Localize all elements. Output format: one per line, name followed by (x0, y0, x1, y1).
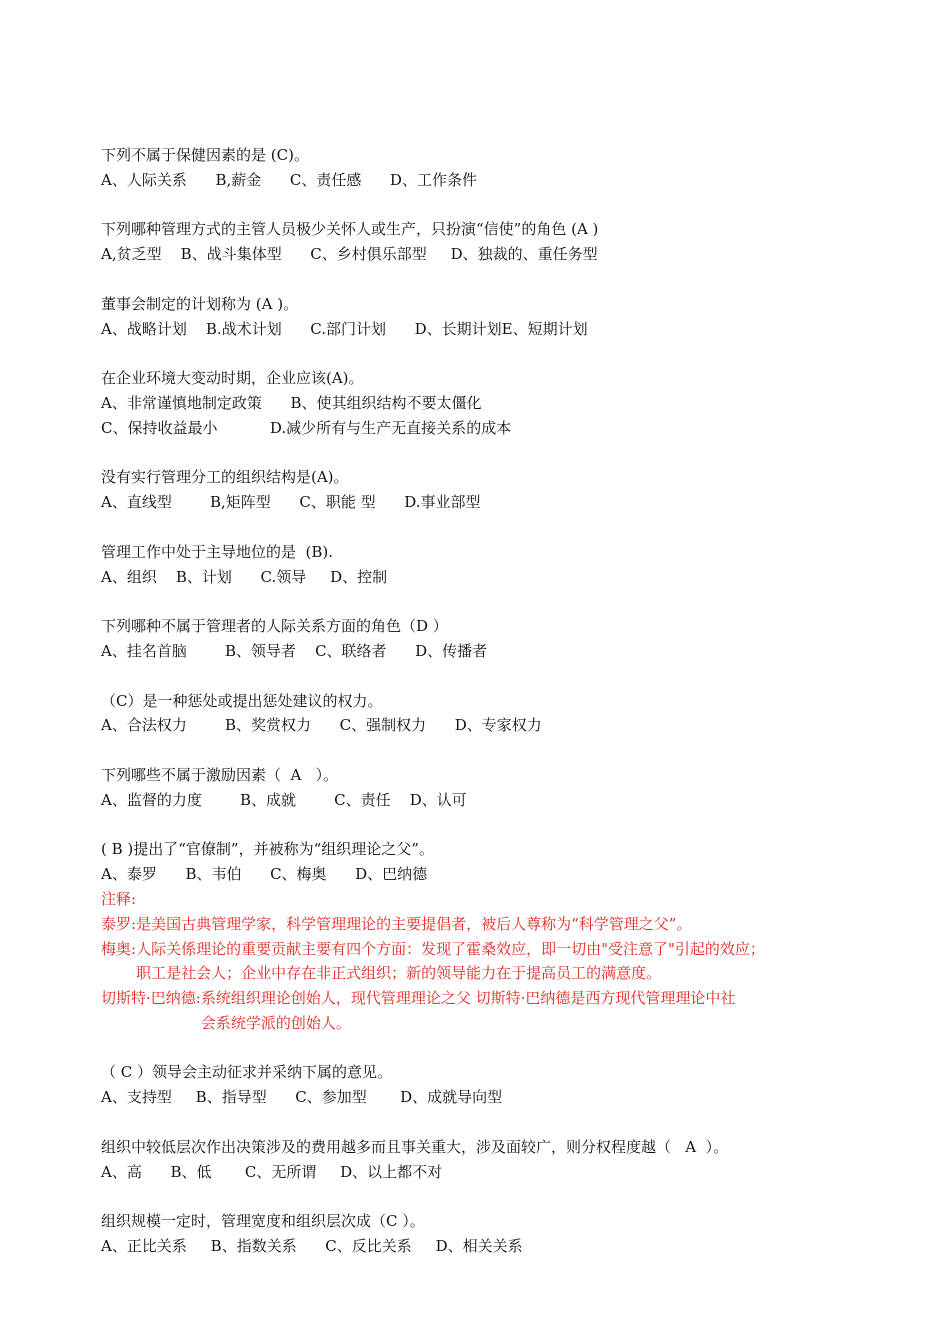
question-options: A、人际关系 B,薪金 C、责任感 D、工作条件 (101, 170, 477, 189)
question (101, 1135, 881, 1185)
question-options: A、高 B、低 C、无所谓 D、以上都不对 (101, 1162, 443, 1181)
note-term: 切斯特·巴纳德: (101, 989, 201, 1008)
note-line: 是美国古典管理学家，科学管理理论的主要提倡者，被后人尊称为“科学管理之父”。 (136, 914, 692, 933)
question-stem: （ C ）领导会主动征求并采纳下属的意见。 (101, 1063, 393, 1082)
question (101, 540, 881, 590)
question (101, 1209, 881, 1259)
question-options: A、非常谨慎地制定政策 B、使其组织结构不要太僵化 (101, 393, 482, 412)
question-options: A、直线型 B,矩阵型 C、职能 型 D.事业部型 (101, 493, 481, 512)
question-options: A、合法权力 B、奖赏权力 C、强制权力 D、专家权力 (101, 716, 542, 735)
question-options: A、支持型 B、指导型 C、参加型 D、成就导向型 (101, 1088, 503, 1107)
note-text (201, 986, 881, 1036)
note-term: 梅奥: (101, 939, 137, 958)
question-stem: 在企业环境大变动时期，企业应该(A)。 (101, 369, 364, 388)
question-options: A、泰罗 B、韦伯 C、梅奥 D、巴纳德 (101, 865, 428, 884)
question-options: C、保持收益最小 D.减少所有与生产无直接关系的成本 (101, 418, 512, 437)
note-text (136, 937, 881, 987)
question-stem: 下列哪种不属于管理者的人际关系方面的角色（D ） (101, 617, 448, 636)
question (101, 837, 881, 887)
question-stem: 没有实行管理分工的组织结构是(A)。 (101, 468, 349, 487)
question (101, 1060, 881, 1110)
question-stem: 下列哪种管理方式的主管人员极少关怀人或生产，只扮演“信使”的角色 (A ) (101, 220, 599, 239)
document-page (101, 143, 881, 1284)
question-options: A、挂名首脑 B、领导者 C、联络者 D、传播者 (101, 641, 488, 660)
question-stem: 组织规模一定时，管理宽度和组织层次成（C ）。 (101, 1212, 425, 1231)
question-stem: 下列不属于保健因素的是 (C)。 (101, 146, 309, 164)
question-options: A、监督的力度 B、成就 C、责任 D、认可 (101, 790, 467, 809)
question-options: A、战略计划 B.战术计划 C.部门计划 D、长期计划E、短期计划 (101, 319, 588, 338)
question-stem: 下列哪些不属于激励因素（ A ）。 (101, 765, 339, 784)
question-stem: 管理工作中处于主导地位的是 (B). (101, 542, 334, 561)
note-line: 职工是社会人；企业中存在非正式组织；新的领导能力在于提高员工的满意度。 (136, 964, 662, 983)
question (101, 689, 881, 739)
note-line: 人际关係理论的重要贡献主要有四个方面：发现了霍桑效应，即一切由"受注意了"引起的效应； (136, 939, 765, 958)
question-options: A、正比关系 B、指数关系 C、反比关系 D、相关关系 (101, 1237, 523, 1256)
question-stem: ( B )提出了“官僚制”，并被称为“组织理论之父”。 (101, 840, 434, 859)
question (101, 366, 881, 440)
note-text (136, 912, 881, 937)
question (101, 292, 881, 342)
question-stem: 董事会制定的计划称为 (A )。 (101, 294, 299, 313)
note-term: 泰罗: (101, 914, 137, 933)
notes-label: 注释: (101, 889, 137, 908)
question (101, 614, 881, 664)
question-options: A,贫乏型 B、战斗集体型 C、乡村俱乐部型 D、独裁的、重任务型 (101, 245, 598, 264)
note-line: 会系统学派的创始人。 (200, 1013, 351, 1032)
question (101, 465, 881, 515)
note-item (101, 937, 881, 987)
question-options: A、组织 B、计划 C.领导 D、控制 (101, 567, 388, 586)
note-item (101, 912, 881, 937)
question-stem: 组织中较低层次作出决策涉及的费用越多而且事关重大，涉及面较广，则分权程度越（ A ）。 (101, 1137, 729, 1156)
question-stem: （C）是一种惩处或提出惩处建议的权力。 (101, 691, 383, 710)
note-item (101, 986, 881, 1036)
question (101, 143, 881, 193)
question (101, 217, 881, 267)
note-line: 系统组织理论创始人，现代管理理论之父 切斯特·巴纳德是西方现代管理理论中社 (200, 989, 736, 1008)
question (101, 763, 881, 813)
notes-block (101, 887, 881, 1036)
